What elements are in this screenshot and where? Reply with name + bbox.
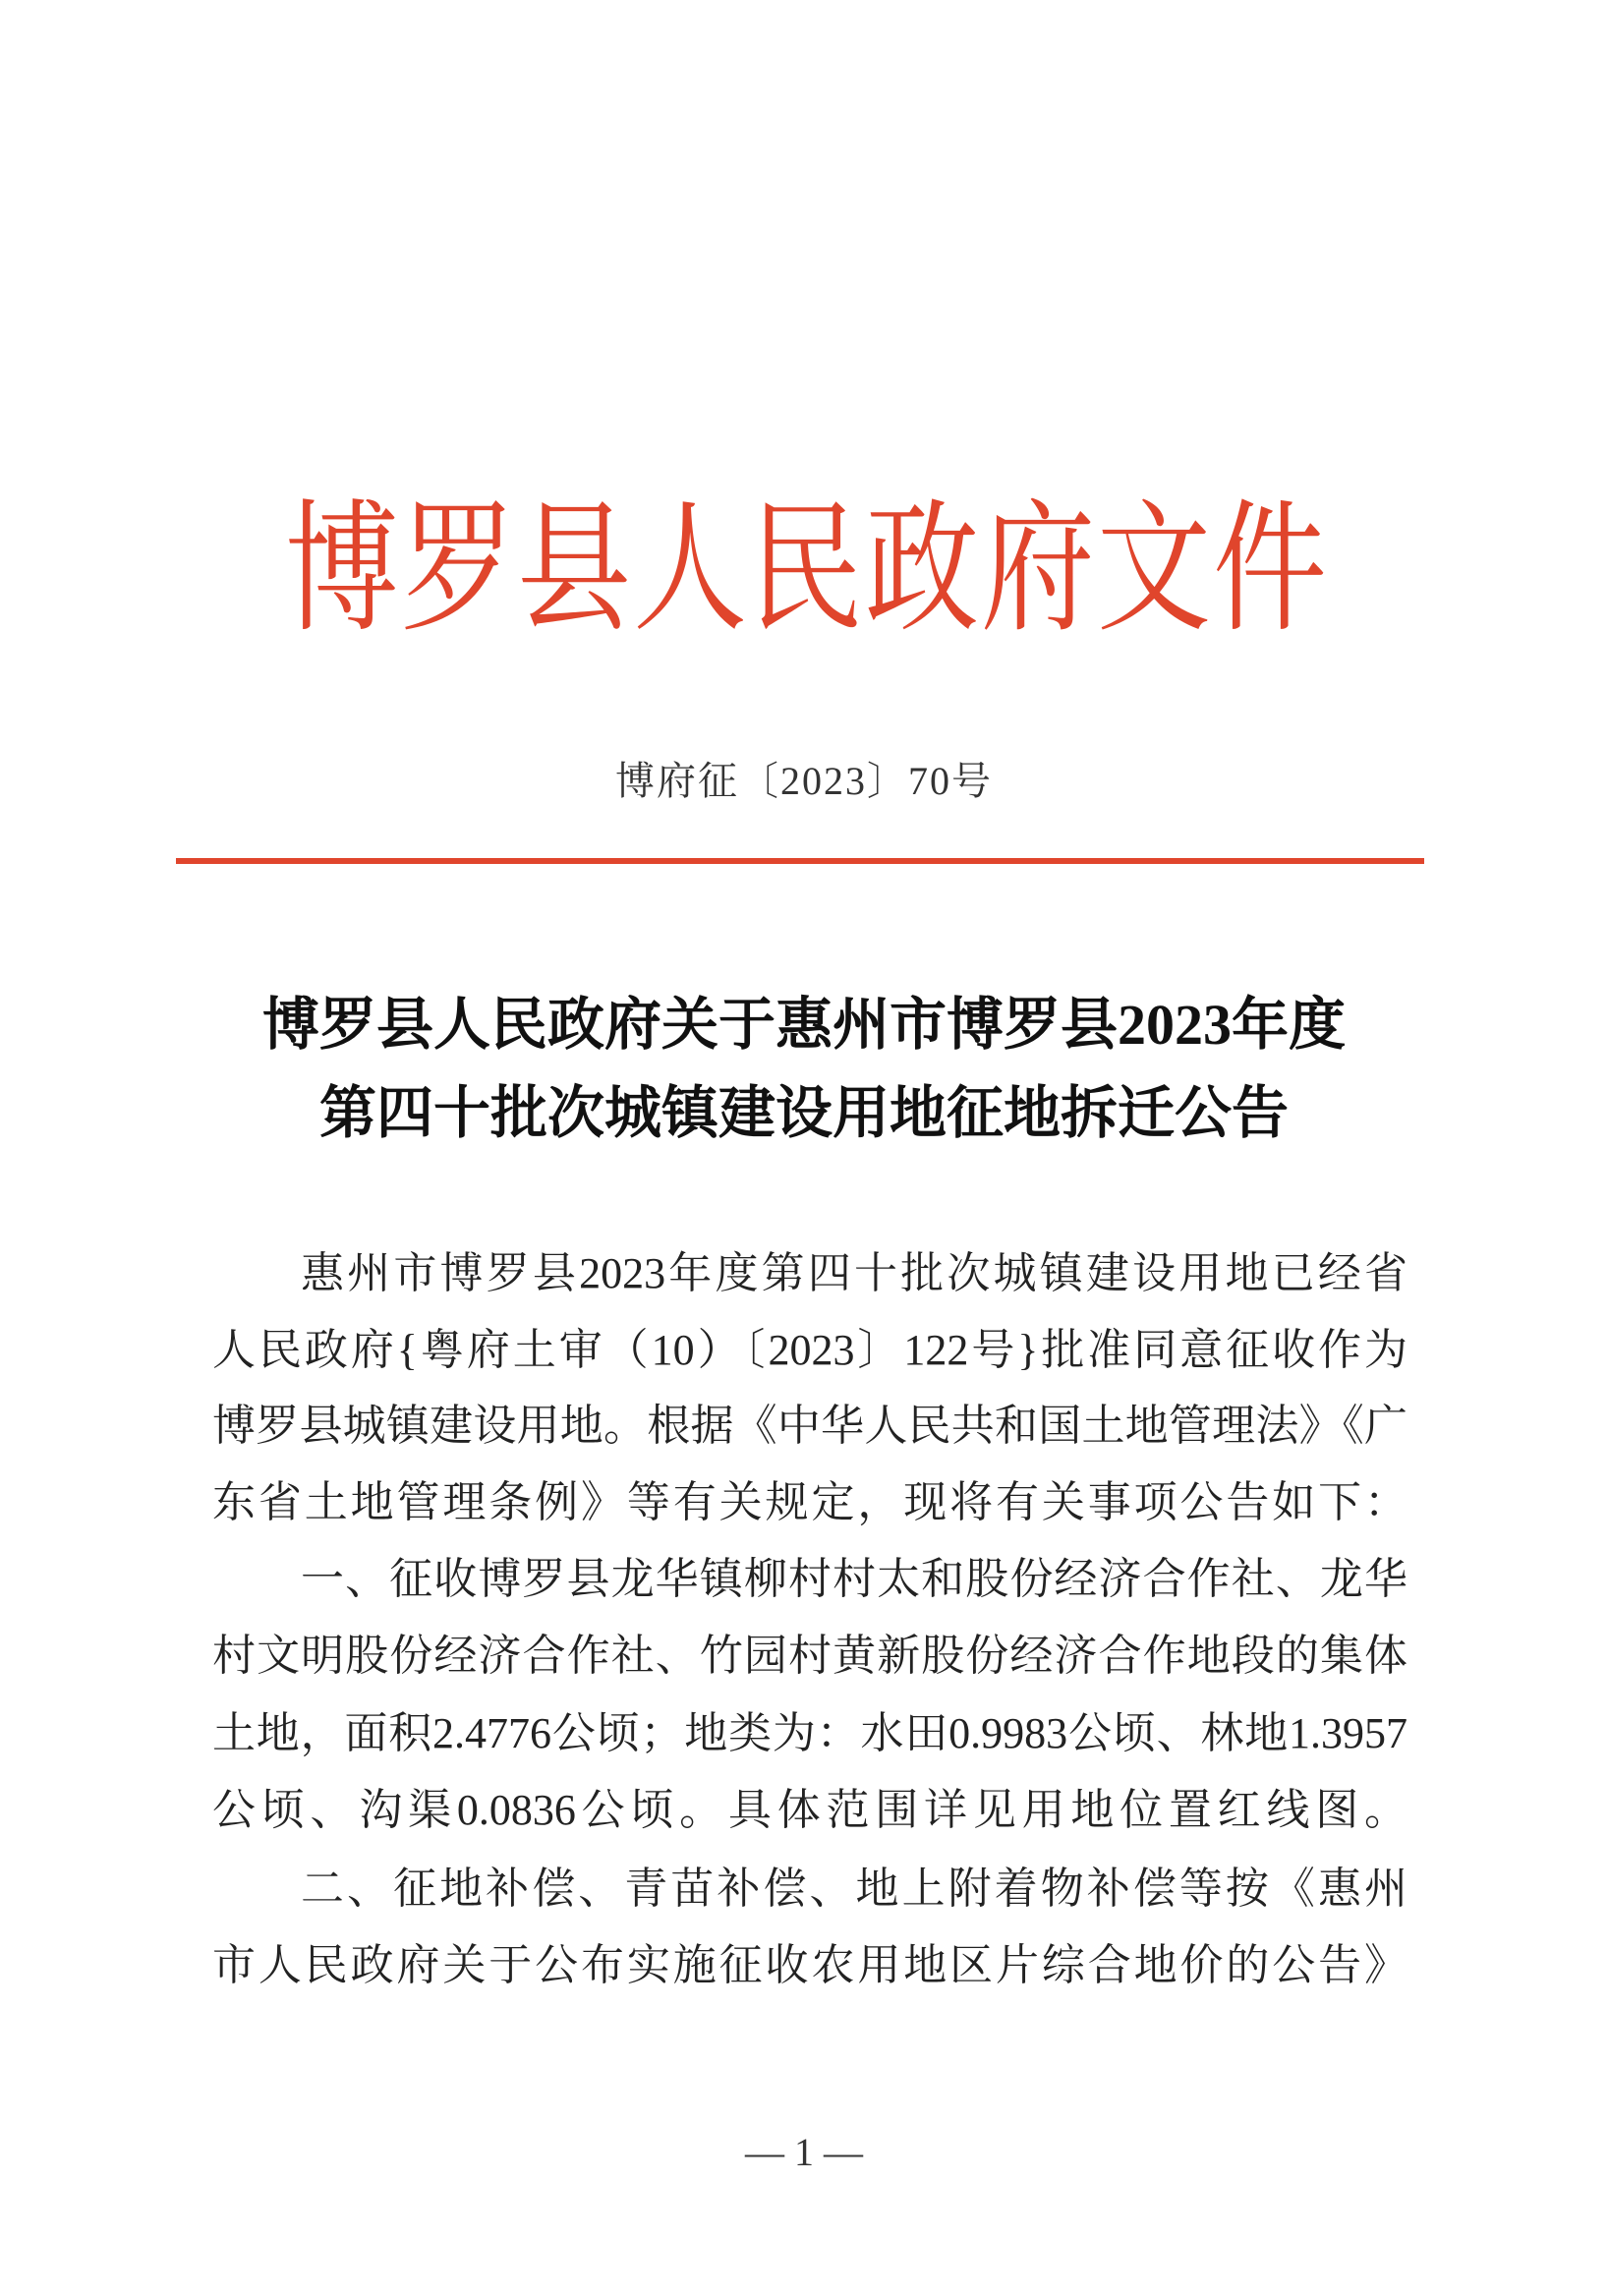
notice-title-line-1: 博罗县人民政府关于惠州市博罗县2023年度 [261,993,1346,1057]
body-line-section-2: 二、征地补偿、青苗补偿、地上附着物补偿等按《惠州 [301,1865,1407,1913]
document-number: 博府征〔2023〕70号 [615,759,993,803]
body-line: 东省土地管理条例》等有关规定，现将有关事项公告如下： [212,1478,1407,1526]
body-line: 村文明股份经济合作社、竹园村黄新股份经济合作地段的集体 [212,1632,1407,1680]
notice-title-line-2: 第四十批次城镇建设用地征地拆迁公告 [318,1081,1289,1145]
header-divider [176,858,1424,864]
document-header-title: 博罗县人民政府文件 [285,487,1327,653]
body-line: 土地，面积2.4776公顷；地类为：水田0.9983公顷、林地1.3957 [212,1709,1407,1757]
body-line: 公顷、沟渠0.0836公顷。具体范围详见用地位置红线图。 [212,1786,1407,1834]
body-line: 惠州市博罗县2023年度第四十批次城镇建设用地已经省 [301,1249,1407,1297]
page-number: — 1 — [745,2130,863,2174]
body-line-section-1: 一、征收博罗县龙华镇柳村村太和股份经济合作社、龙华 [301,1555,1407,1603]
body-line: 人民政府{粤府土审（10）〔2023〕122号}批准同意征收作为 [212,1326,1407,1374]
body-line: 博罗县城镇建设用地。根据《中华人民共和国土地管理法》《广 [212,1402,1407,1450]
body-line: 市人民政府关于公布实施征收农用地区片综合地价的公告》 [212,1941,1407,1989]
